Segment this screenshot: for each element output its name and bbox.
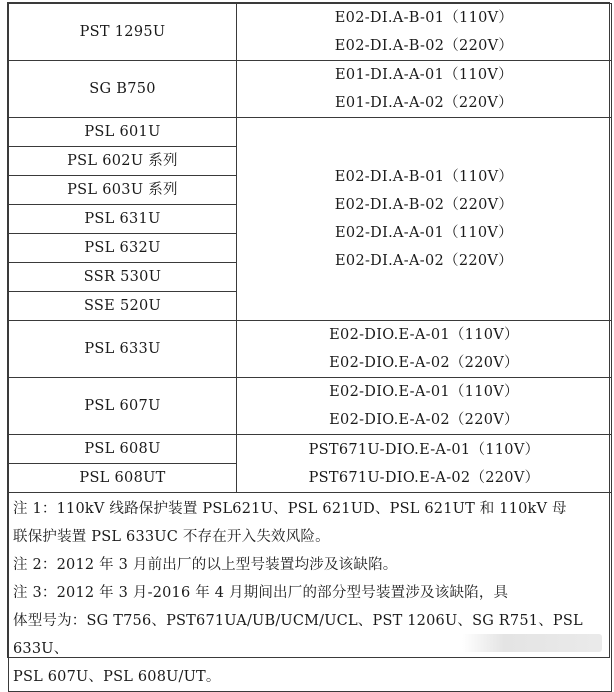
table-row <box>9 378 612 435</box>
note-line: 注 2：2012 年 3 月前出厂的以上型号装置均涉及该缺陷。 <box>13 557 398 573</box>
model-cell: PSL 607U <box>9 378 237 435</box>
code-line: E02-DI.A-B-02（220V） <box>334 197 514 213</box>
note-line: 注 1：110kV 线路保护装置 PSL621U、PSL 621UD、PSL 621UT 和 110kV 母 <box>13 501 567 517</box>
code-cell <box>237 118 612 321</box>
code-line: E02-DI.A-A-01（110V） <box>335 225 513 241</box>
table-row <box>9 435 612 464</box>
model-cell: PST 1295U <box>9 4 237 61</box>
code-line: E02-DI.A-B-02（220V） <box>334 38 514 54</box>
table-row <box>9 61 612 118</box>
note-line: 注 3：2012 年 3 月-2016 年 4 月期间出厂的部分型号装置涉及该缺陷，具 <box>13 585 509 601</box>
note-line: PSL 607U、PSL 608U/UT。 <box>13 669 221 685</box>
code-cell <box>237 61 612 118</box>
code-line: E02-DIO.E-A-01（110V） <box>329 384 519 400</box>
model-cell: SSE 520U <box>9 292 237 321</box>
code-line: E01-DI.A-A-01（110V） <box>335 67 513 83</box>
code-cell <box>237 321 612 378</box>
code-line: E01-DI.A-A-02（220V） <box>335 95 513 111</box>
note-line: 联保护装置 PSL 633UC 不存在开入失效风险。 <box>13 529 330 545</box>
code-line: E02-DIO.E-A-01（110V） <box>329 327 519 343</box>
code-line: PST671U-DIO.E-A-02（220V） <box>308 469 540 486</box>
model-cell: PSL 608U <box>9 435 237 464</box>
model-cell: PSL 632U <box>9 234 237 263</box>
table-row <box>9 321 612 378</box>
model-cell: SG B750 <box>9 61 237 118</box>
code-line: E02-DI.A-B-01（110V） <box>334 169 514 185</box>
table-row <box>9 118 612 147</box>
code-line: E02-DIO.E-A-02（220V） <box>329 412 519 428</box>
model-cell: PSL 633U <box>9 321 237 378</box>
code-cell <box>237 378 612 435</box>
model-cell: PSL 608UT <box>9 464 237 493</box>
model-cell: PSL 602U 系列 <box>9 147 237 176</box>
code-line: E02-DI.A-B-01（110V） <box>334 10 514 26</box>
model-cell: PSL 631U <box>9 205 237 234</box>
code-line: E02-DIO.E-A-02（220V） <box>329 355 519 371</box>
model-cell: PSL 603U 系列 <box>9 176 237 205</box>
code-cell <box>237 4 612 61</box>
model-cell: PSL 601U <box>9 118 237 147</box>
note-line: 体型号为：SG T756、PST671UA/UB/UCM/UCL、PST 1206U、SG R751、PSL 633U、 <box>13 613 583 657</box>
code-line: E02-DI.A-A-02（220V） <box>335 253 513 269</box>
code-cell <box>237 435 612 493</box>
model-code-table <box>8 3 612 692</box>
affected-models-table <box>7 2 610 685</box>
model-cell: SSR 530U <box>9 263 237 292</box>
code-line: PST671U-DIO.E-A-01（110V） <box>308 441 540 458</box>
watermark-blur <box>462 634 602 652</box>
table-row <box>9 4 612 61</box>
